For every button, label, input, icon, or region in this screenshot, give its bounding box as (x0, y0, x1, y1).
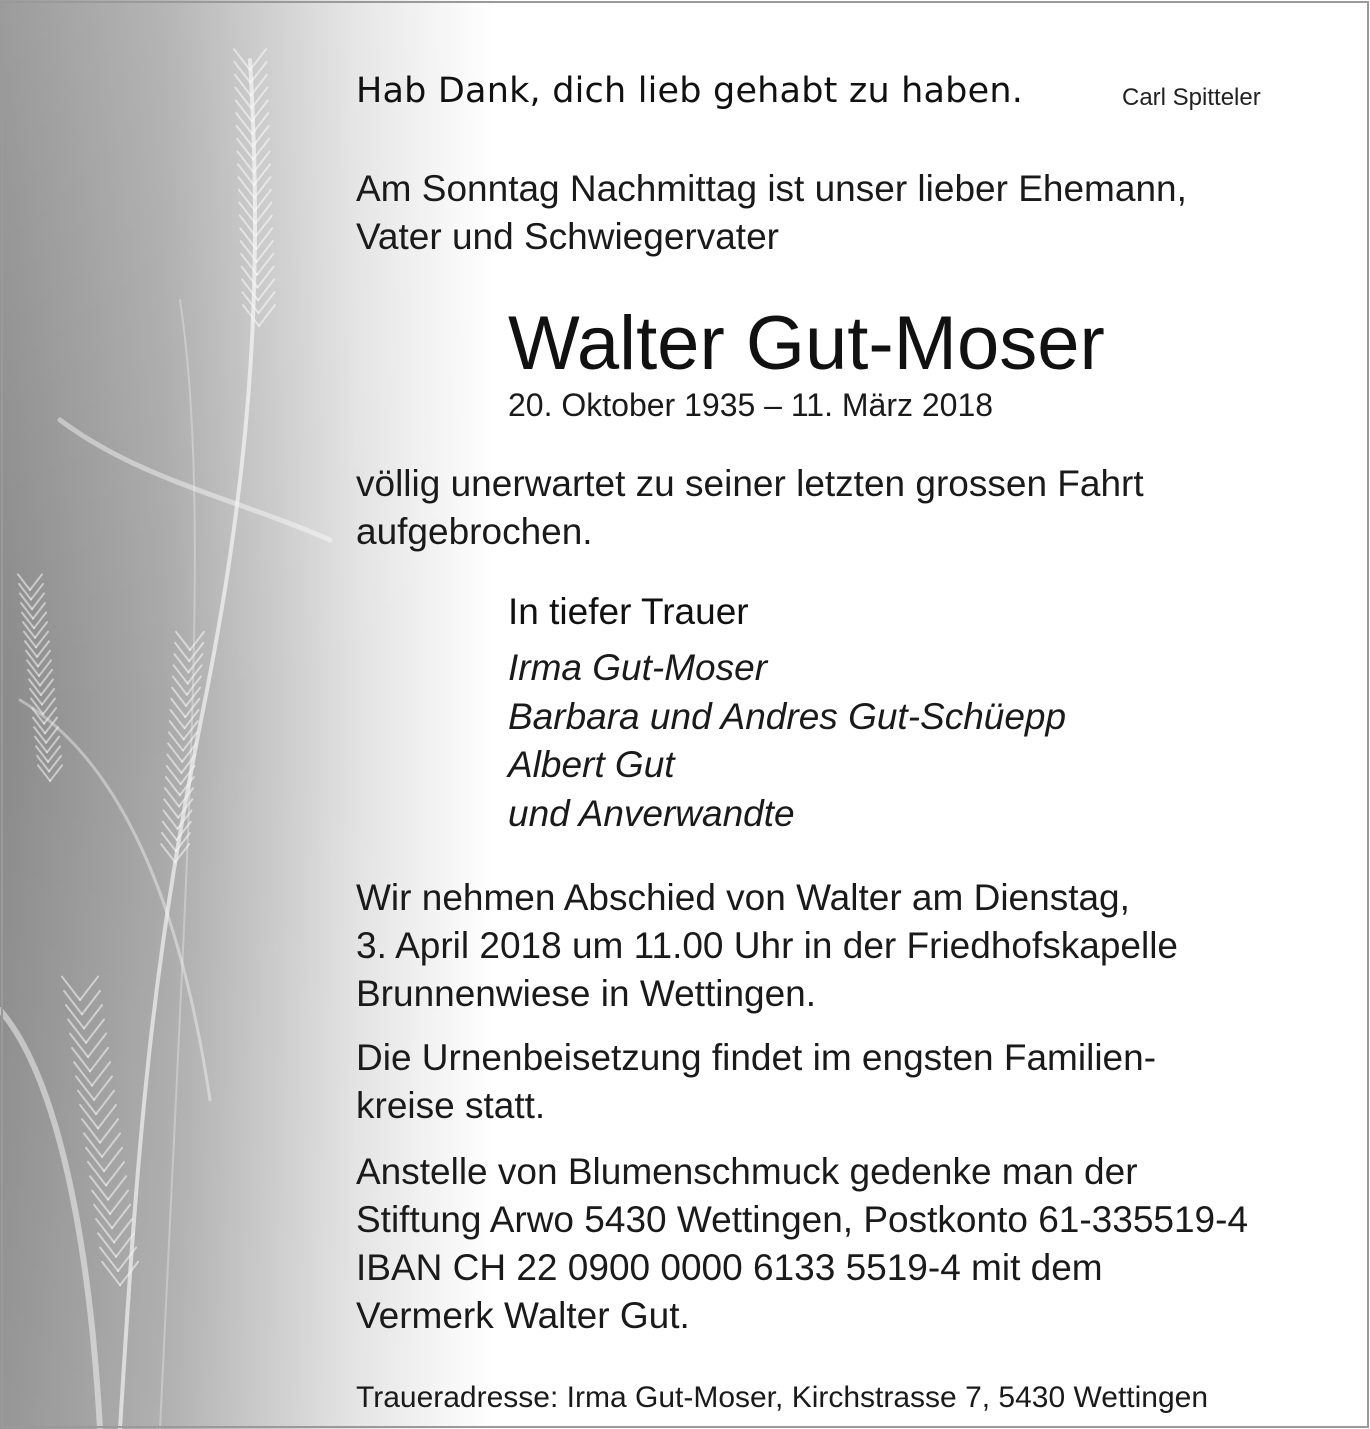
farewell-line: Brunnenwiese in Wettingen. (356, 973, 817, 1014)
donation-line: Anstelle von Blumenschmuck gedenke man der (356, 1151, 1138, 1192)
mourning-label: In tiefer Trauer (508, 591, 749, 632)
mourners-list (508, 644, 1066, 838)
quote-author: Carl Spitteler (1122, 84, 1261, 111)
urn-line: kreise statt. (356, 1085, 546, 1126)
mourner-name: Barbara und Andres Gut-Schüepp (508, 695, 1067, 737)
deceased-name: Walter Gut-Moser (508, 301, 1105, 386)
departed-paragraph (356, 460, 1144, 556)
departed-line: aufgebrochen. (356, 511, 593, 552)
donation-line: Vermerk Walter Gut. (356, 1295, 690, 1336)
farewell-line: Wir nehmen Abschied von Walter am Dienstag, (356, 877, 1130, 918)
intro-paragraph (356, 165, 1187, 261)
urn-paragraph (356, 1034, 1156, 1130)
intro-line: Am Sonntag Nachmittag ist unser lieber Ehemann, (356, 168, 1187, 209)
mourner-name: Albert Gut (508, 744, 675, 785)
mourner-name: Irma Gut-Moser (508, 647, 768, 688)
mourner-name: und Anverwandte (508, 792, 795, 834)
mourning-address: Traueradresse: Irma Gut-Moser, Kirchstrasse 7, 5430 Wettingen (356, 1381, 1209, 1414)
farewell-paragraph (356, 874, 1178, 1018)
quote-text: Hab Dank, dich lieb gehabt zu haben. (356, 71, 1024, 111)
donation-line: IBAN CH 22 0900 0000 6133 5519-4 mit dem (356, 1247, 1103, 1288)
donation-paragraph (356, 1148, 1248, 1340)
urn-line: Die Urnenbeisetzung findet im engsten Familien- (356, 1037, 1157, 1078)
departed-line: völlig unerwartet zu seiner letzten grossen Fahrt (356, 463, 1144, 504)
farewell-line: 3. April 2018 um 11.00 Uhr in der Friedhofskapelle (356, 925, 1179, 966)
deceased-dates: 20. Oktober 1935 – 11. März 2018 (508, 387, 994, 423)
donation-line: Stiftung Arwo 5430 Wettingen, Postkonto 61-335519-4 (356, 1199, 1249, 1240)
intro-line: Vater und Schwiegervater (356, 216, 779, 257)
